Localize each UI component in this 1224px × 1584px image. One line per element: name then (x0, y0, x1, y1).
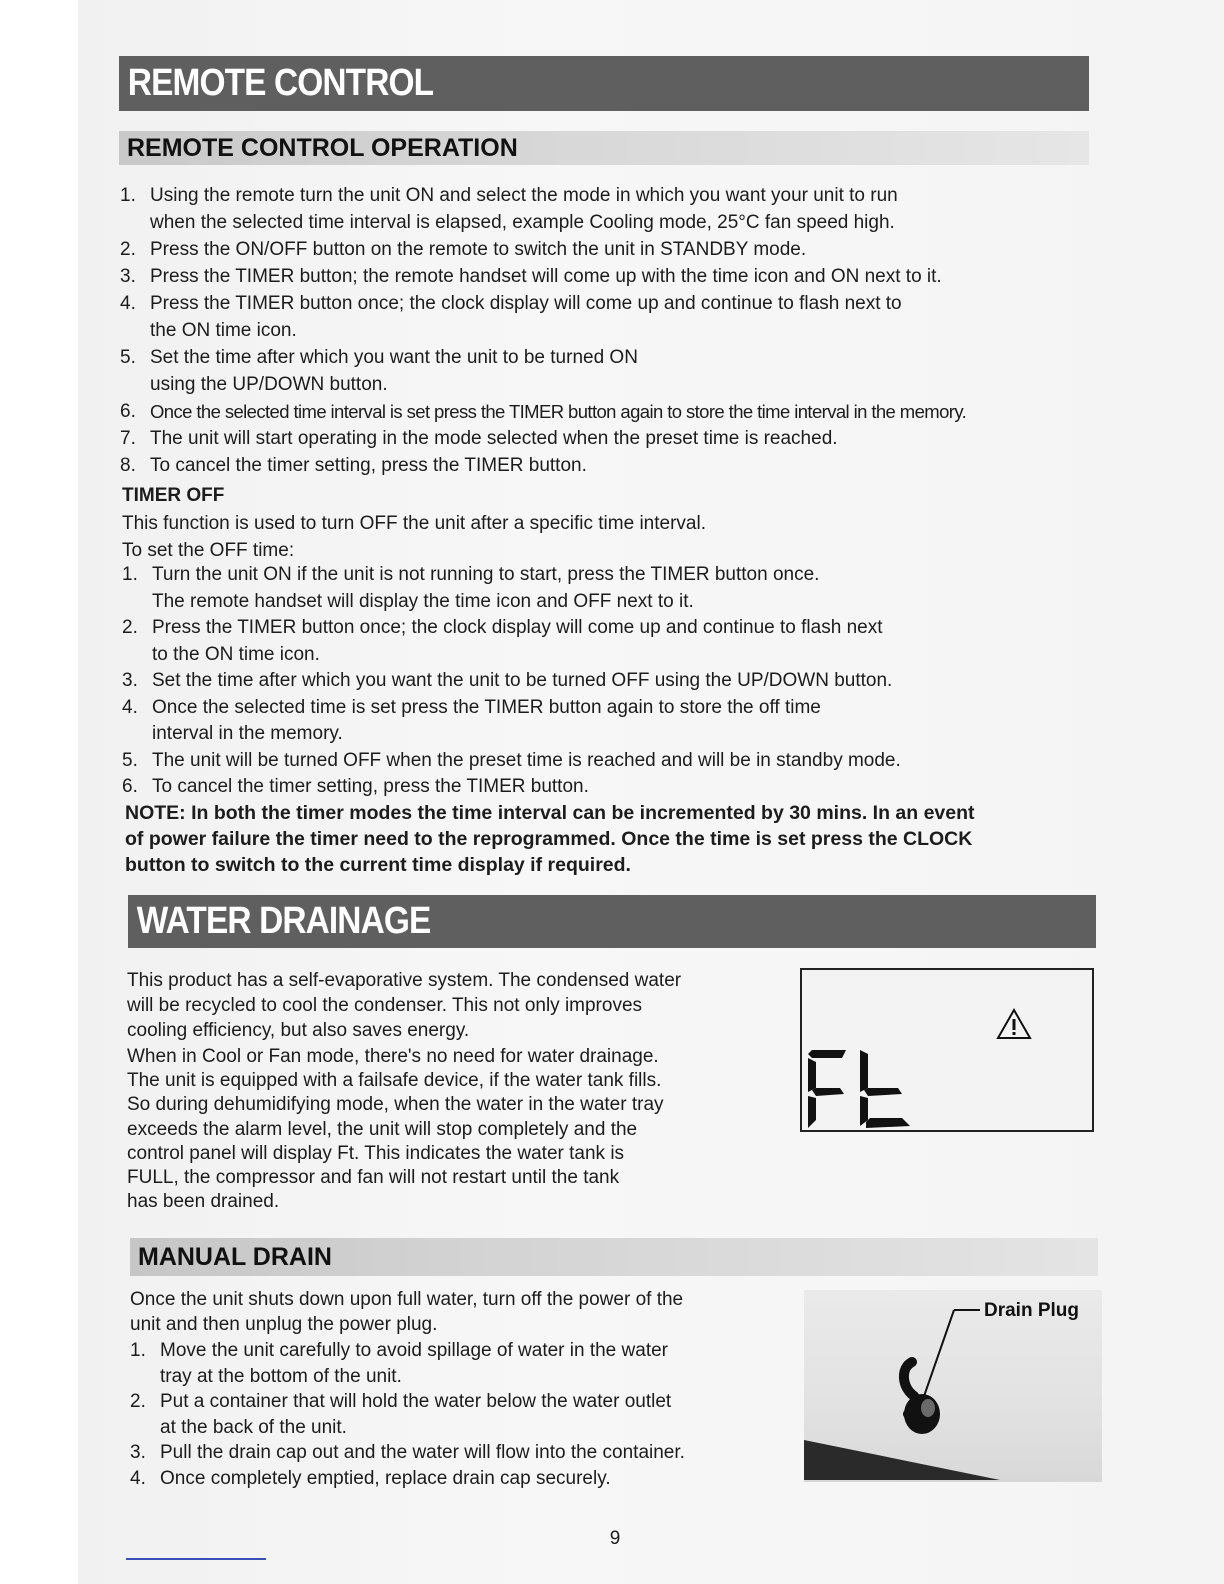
list-item-text (150, 425, 1100, 452)
list-item-number: 3. (122, 670, 138, 691)
list-item-number: 4. (130, 1467, 146, 1489)
list-item-line: Move the unit carefully to avoid spillage of water in the water (160, 1340, 668, 1361)
manual-drain-heading: MANUAL DRAIN (138, 1242, 332, 1271)
water-drainage-title: WATER DRAINAGE (136, 900, 431, 942)
timer-off-set: To set the OFF time: (122, 540, 295, 561)
list-item-line: Set the time after which you want the unit to be turned OFF using the UP/DOWN button. (152, 670, 893, 691)
list-item-text (150, 236, 1100, 263)
text-line: The unit is equipped with a failsafe device, if the water tank fills. (127, 1070, 662, 1092)
list-item-line: Once completely emptied, replace drain cap securely. (160, 1467, 611, 1489)
list-item-line: To cancel the timer setting, press the TIMER button. (152, 776, 589, 797)
list-item (120, 290, 1100, 344)
list-item-text (150, 344, 1100, 398)
list-item-number: 5. (120, 347, 136, 368)
list-item (120, 344, 1100, 398)
list-item-line: Press the TIMER button once; the clock display will come up and continue to flash next (152, 617, 883, 638)
list-item (130, 1440, 790, 1466)
list-item-text (160, 1338, 790, 1389)
remote-control-operation-heading: REMOTE CONTROL OPERATION (127, 133, 518, 162)
text-line: button to switch to the current time display if required. (125, 854, 631, 876)
timer-off-steps-list (122, 562, 1102, 801)
list-item-text (150, 290, 1100, 344)
list-item-line: The remote handset will display the time icon and OFF next to it. (152, 590, 694, 612)
list-item-number: 4. (122, 696, 138, 718)
list-item-line: tray at the bottom of the unit. (160, 1365, 402, 1387)
list-item-line: Press the TIMER button once; the clock display will come up and continue to flash next to (150, 293, 902, 314)
text-line: FULL, the compressor and fan will not restart until the tank (127, 1167, 620, 1189)
drain-plug-illustration (804, 1290, 1102, 1482)
list-item (122, 748, 1102, 775)
list-item-number: 8. (120, 455, 136, 476)
control-panel-display (800, 968, 1094, 1132)
drain-plug-label: Drain Plug (984, 1300, 1080, 1321)
list-item (130, 1466, 790, 1492)
list-item-line: when the selected time interval is elapsed, example Cooling mode, 25°C fan speed high. (150, 212, 895, 233)
list-item-line: Once the selected time is set press the TIMER button again to store the off time (152, 696, 821, 718)
list-item-number: 1. (120, 185, 136, 206)
list-item-number: 2. (120, 239, 136, 260)
text-line: unit and then unplug the power plug. (130, 1314, 438, 1335)
list-item-number: 3. (120, 266, 136, 287)
list-item-text (152, 695, 1102, 748)
text-line: will be recycled to cool the condenser. This not only improves (127, 995, 643, 1016)
footer-rule (126, 1558, 266, 1560)
warning-triangle-icon (998, 1010, 1030, 1038)
list-item (120, 182, 1100, 236)
list-item-text (150, 182, 1100, 236)
list-item-text (152, 748, 1102, 775)
list-item-line: Press the TIMER button; the remote handset will come up with the time icon and ON next to it. (150, 266, 942, 287)
list-item-line: The unit will be turned OFF when the preset time is reached and will be in standby mode. (152, 749, 901, 771)
water-drainage-title-bar (128, 895, 1096, 948)
list-item-number: 4. (120, 293, 136, 314)
timer-note (125, 800, 1085, 878)
list-item-text (152, 615, 1102, 668)
remote-control-title-bar (119, 56, 1089, 111)
list-item (122, 615, 1102, 668)
text-line: Once the unit shuts down upon full water, turn off the power of the (130, 1289, 684, 1310)
list-item-line: Press the ON/OFF button on the remote to switch the unit in STANDBY mode. (150, 239, 807, 260)
text-line: exceeds the alarm level, the unit will stop completely and the (127, 1118, 638, 1140)
list-item-line: Turn the unit ON if the unit is not running to start, press the TIMER button once. (152, 564, 820, 585)
page-number: 9 (609, 1528, 621, 1549)
manual-drain-heading-bar (130, 1238, 1098, 1276)
list-item-text (152, 774, 1102, 801)
remote-control-operation-heading-bar (119, 131, 1089, 165)
list-item-line: Using the remote turn the unit ON and select the mode in which you want your unit to run (150, 185, 898, 206)
list-item-text (150, 398, 1100, 425)
list-item-line: The unit will start operating in the mode selected when the preset time is reached. (150, 428, 838, 449)
list-item (120, 452, 1100, 479)
list-item-number: 1. (130, 1340, 146, 1361)
water-drainage-paragraph-2 (127, 1045, 787, 1214)
list-item (122, 774, 1102, 801)
list-item-line: at the back of the unit. (160, 1416, 347, 1438)
list-item-line: Set the time after which you want the unit to be turned ON (150, 347, 638, 368)
list-item-number: 6. (122, 776, 138, 797)
list-item-text (150, 263, 1100, 290)
manual-drain-intro (130, 1287, 790, 1337)
list-item-text (150, 452, 1100, 479)
list-item (120, 263, 1100, 290)
list-item-text (152, 562, 1102, 615)
list-item (122, 562, 1102, 615)
list-item-line: Put a container that will hold the water below the water outlet (160, 1391, 672, 1412)
timer-off-intro: This function is used to turn OFF the unit after a specific time interval. (122, 512, 706, 534)
list-item-number: 7. (120, 428, 136, 449)
list-item (122, 668, 1102, 695)
list-item-text (160, 1440, 790, 1466)
text-line: control panel will display Ft. This indicates the water tank is (127, 1142, 625, 1164)
list-item (120, 398, 1100, 425)
water-drainage-paragraph-1 (127, 968, 787, 1043)
timer-off-heading: TIMER OFF (122, 485, 225, 506)
text-line: When in Cool or Fan mode, there's no need for water drainage. (127, 1046, 659, 1067)
list-item-line: the ON time icon. (150, 320, 297, 341)
list-item (120, 236, 1100, 263)
list-item (120, 425, 1100, 452)
operation-steps-list (120, 182, 1100, 479)
list-item-text (160, 1466, 790, 1492)
list-item (130, 1338, 790, 1389)
timer-off-section (122, 482, 1102, 565)
ft-display-graphic (802, 970, 1092, 1130)
list-item-text (160, 1389, 790, 1440)
text-line: So during dehumidifying mode, when the water in the water tray (127, 1094, 664, 1116)
list-item (122, 695, 1102, 748)
text-line: NOTE: In both the timer modes the time interval can be incremented by 30 mins. In an event (125, 802, 975, 824)
list-item-line: using the UP/DOWN button. (150, 374, 388, 395)
text-line: has been drained. (127, 1191, 280, 1213)
list-item-line: interval in the memory. (152, 723, 343, 744)
text-line: cooling efficiency, but also saves energy. (127, 1020, 470, 1041)
remote-control-title: REMOTE CONTROL (127, 62, 434, 104)
list-item-number: 1. (122, 564, 138, 585)
list-item-number: 3. (130, 1442, 146, 1463)
list-item-number: 5. (122, 749, 138, 771)
list-item (130, 1389, 790, 1440)
list-item-number: 2. (130, 1391, 146, 1412)
list-item-line: To cancel the timer setting, press the TIMER button. (150, 455, 587, 476)
list-item-text (152, 668, 1102, 695)
list-item-line: Once the selected time interval is set press the TIMER button again to store the time interval in the memory. (150, 401, 967, 422)
list-item-line: to the ON time icon. (152, 643, 320, 665)
text-line: of power failure the timer need to the reprogrammed. Once the time is set press the CLOCK (125, 828, 973, 850)
text-line: This product has a self-evaporative system. The condensed water (127, 970, 682, 991)
list-item-line: Pull the drain cap out and the water will flow into the container. (160, 1442, 685, 1463)
manual-drain-steps-list (130, 1338, 790, 1491)
list-item-number: 2. (122, 617, 138, 638)
list-item-number: 6. (120, 401, 136, 422)
